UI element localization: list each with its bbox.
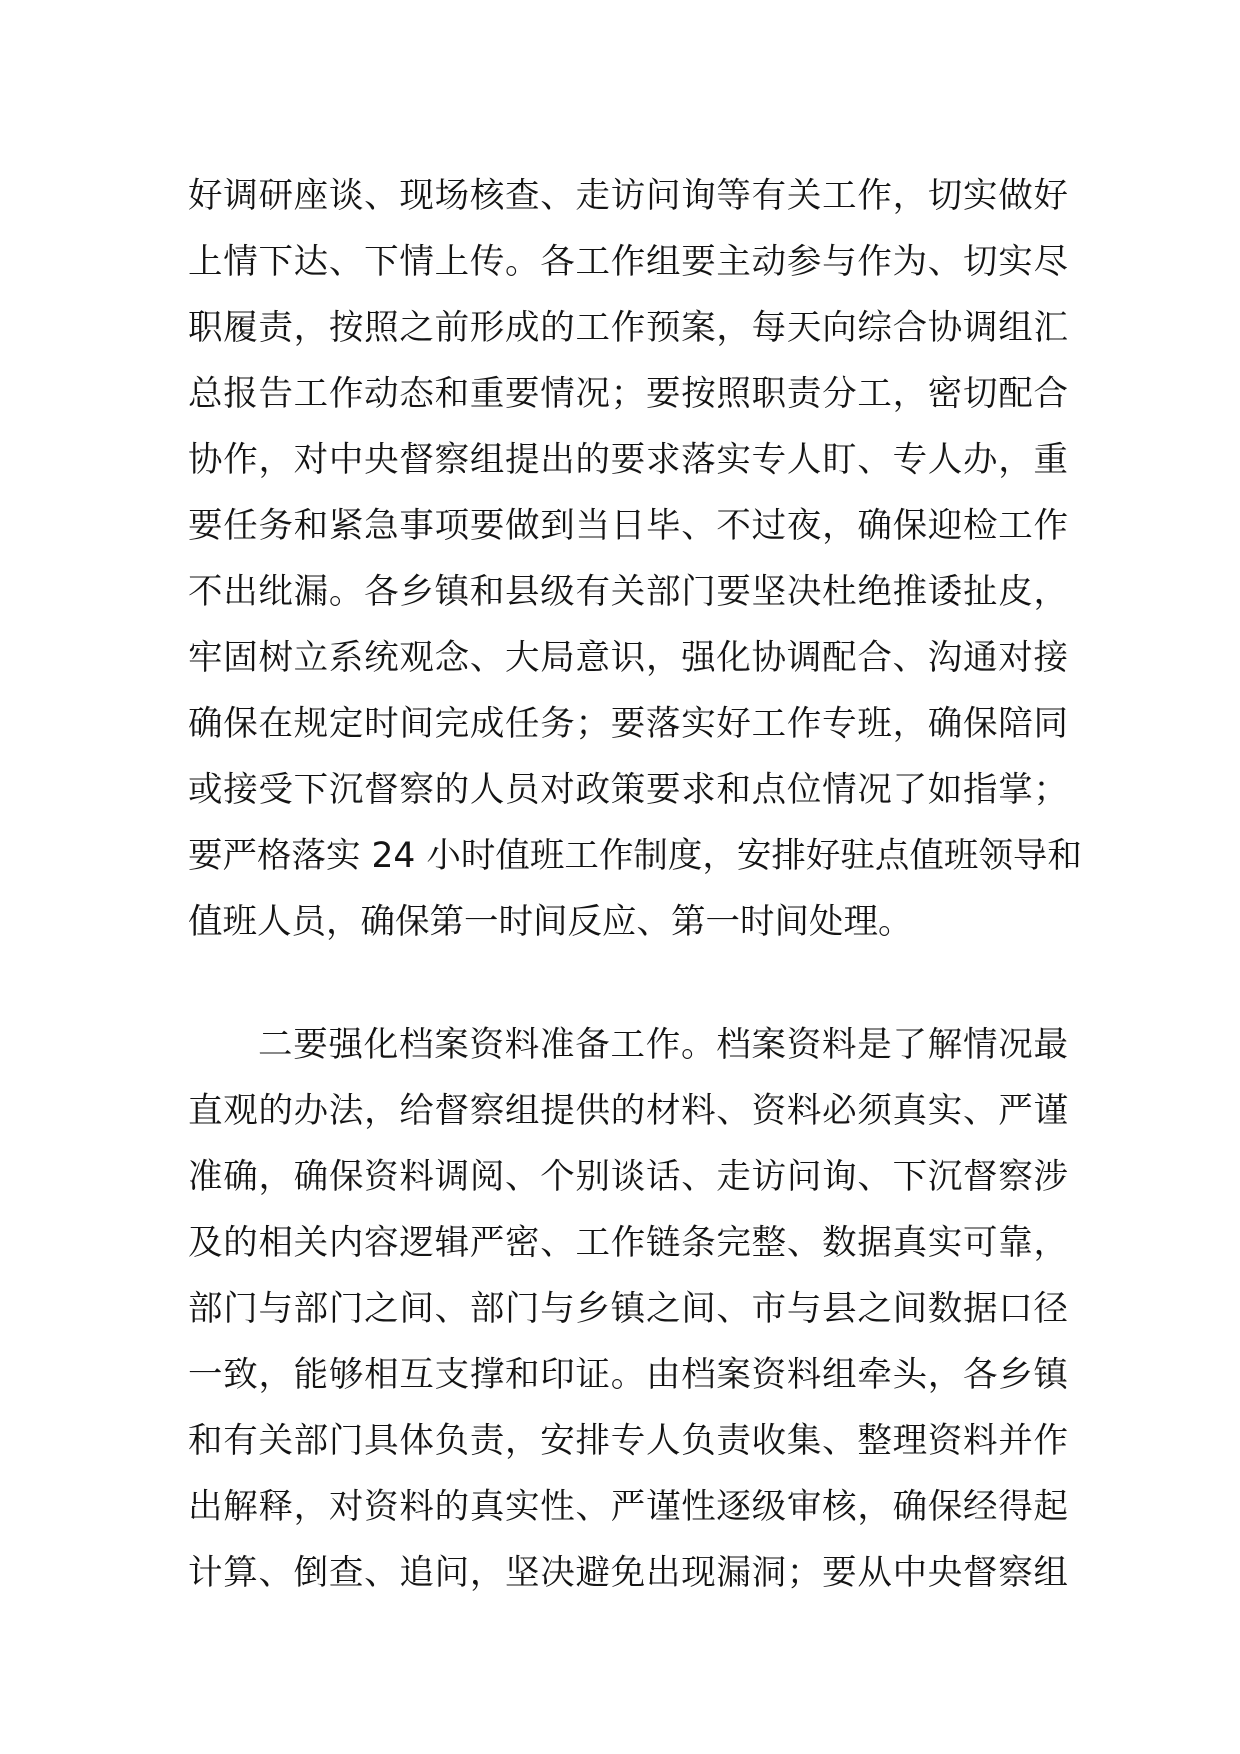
text-line: 直观的办法，给督察组提供的材料、资料必须真实、严谨 [188,1091,1068,1131]
text-line: 部门与部门之间、部门与乡镇之间、市与县之间数据口径 [188,1289,1068,1329]
text-line: 好调研座谈、现场核查、走访问询等有关工作，切实做好 [188,176,1068,216]
text-line: 职履责，按照之前形成的工作预案，每天向综合协调组汇 [188,308,1068,348]
text-line: 总报告工作动态和重要情况；要按照职责分工，密切配合 [188,374,1068,414]
text-line: 二要强化档案资料准备工作。档案资料是了解情况最 [258,1025,1068,1065]
text-line: 出解释，对资料的真实性、严谨性逐级审核，确保经得起 [188,1487,1068,1527]
text-line: 确保在规定时间完成任务；要落实好工作专班，确保陪同 [188,704,1068,744]
text-line: 协作，对中央督察组提出的要求落实专人盯、专人办，重 [188,440,1068,480]
paragraph-1 [188,163,1082,955]
text-line: 计算、倒查、追问，坚决避免出现漏洞；要从中央督察组 [188,1553,1068,1593]
text-line: 要严格落实 24 小时值班工作制度，安排好驻点值班领导和 [188,836,1082,876]
text-line: 一致，能够相互支撑和印证。由档案资料组牵头，各乡镇 [188,1355,1068,1395]
text-line: 牢固树立系统观念、大局意识，强化协调配合、沟通对接 [188,638,1068,678]
text-line: 要任务和紧急事项要做到当日毕、不过夜，确保迎检工作 [188,506,1068,546]
text-line: 上情下达、下情上传。各工作组要主动参与作为、切实尽 [188,242,1068,282]
text-line: 和有关部门具体负责，安排专人负责收集、整理资料并作 [188,1421,1068,1461]
text-line: 或接受下沉督察的人员对政策要求和点位情况了如指掌； [188,770,1068,810]
text-line: 及的相关内容逻辑严密、工作链条完整、数据真实可靠， [188,1223,1068,1263]
paragraph-2 [188,1012,1068,1606]
text-line: 不出纰漏。各乡镇和县级有关部门要坚决杜绝推诿扯皮， [188,572,1068,612]
text-line: 准确，确保资料调阅、个别谈话、走访问询、下沉督察涉 [188,1157,1068,1197]
text-line: 值班人员，确保第一时间反应、第一时间处理。 [188,902,913,942]
